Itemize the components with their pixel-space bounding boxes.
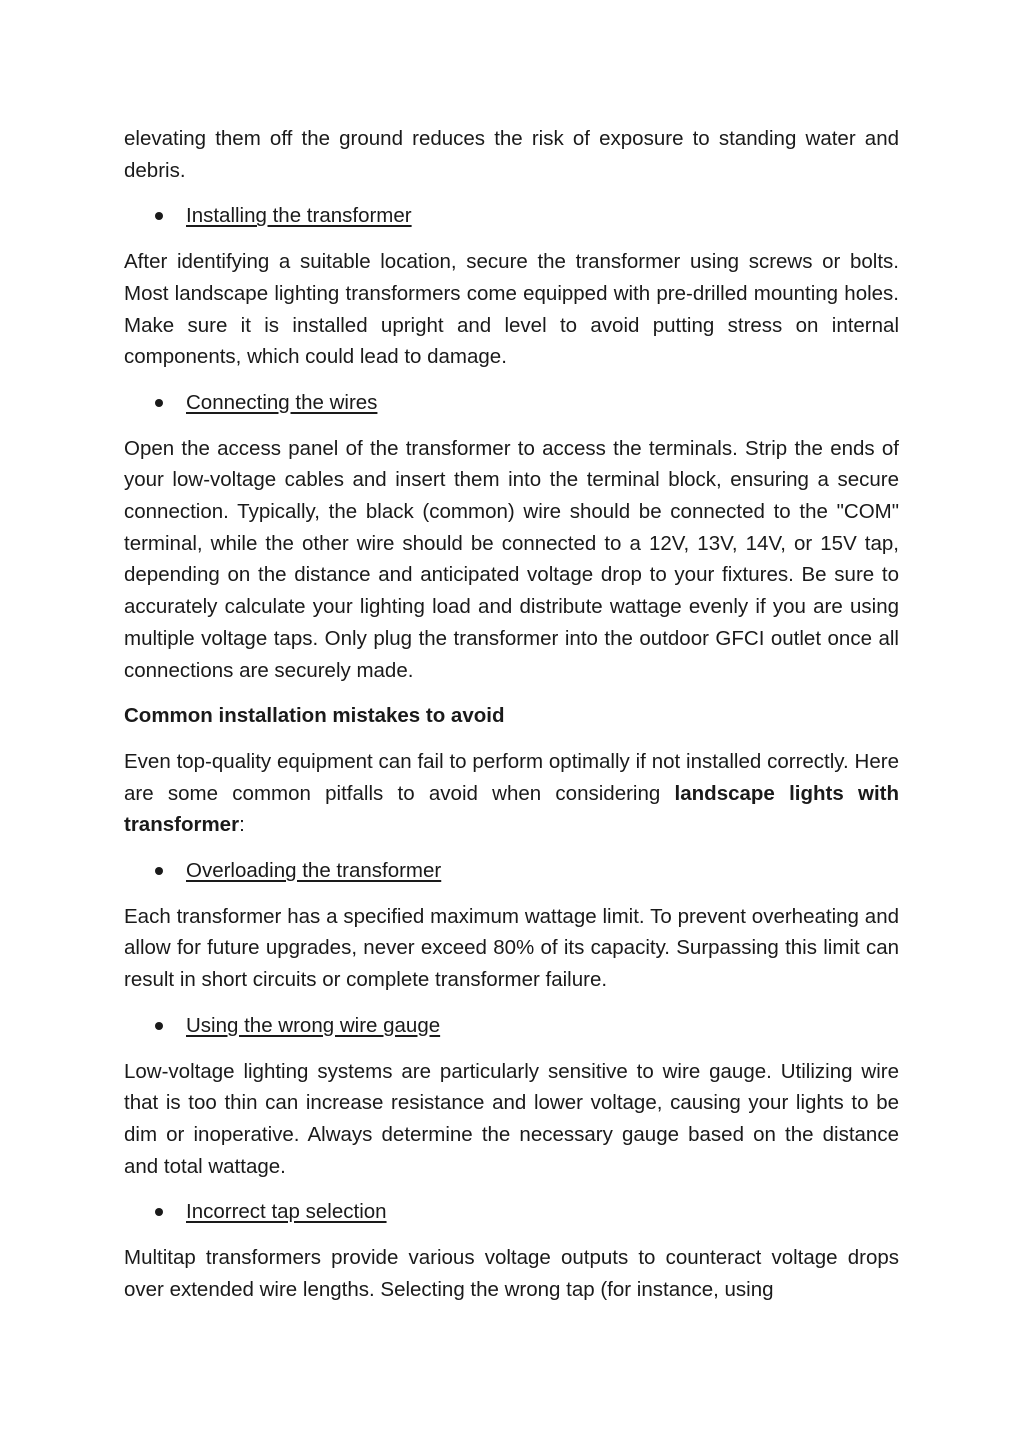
bullet-dot-icon bbox=[155, 1022, 163, 1030]
document-page bbox=[124, 123, 899, 1320]
bold-keyword: landscape lights with transformer bbox=[124, 781, 899, 837]
bullet-dot-icon bbox=[155, 212, 163, 220]
bullet-label: Overloading the transformer bbox=[186, 859, 442, 883]
bullet-label: Incorrect tap selection bbox=[186, 1200, 387, 1224]
paragraph-text: Even top-quality equipment can fail to perform optimally if not installed correctly. Here are some common pitfalls to avoid when considering bbox=[124, 749, 899, 805]
paragraph-installing: After identifying a suitable location, secure the transformer using screws or bolts. Most landscape lighting transformers come equipped with pre-drilled mounting holes. Make sure it is installed upright and level to avoid putting stress on internal components, which could lead to damage. bbox=[124, 250, 899, 369]
paragraph-connecting: Open the access panel of the transformer to access the terminals. Strip the ends of your low-voltage cables and insert them into the terminal block, ensuring a secure connection. Typically, the black (common) wire should be connected to the "COM" terminal, while the other wire should be connected to a 12V, 13V, 14V, or 15V tap, depending on the distance and anticipated voltage drop to your fixtures. Be sure to accurately calculate your lighting load and distribute wattage evenly if you are using multiple voltage taps. Only plug the transformer into the outdoor GFCI outlet once all connections are securely made. bbox=[124, 436, 899, 682]
bullet-dot-icon bbox=[155, 399, 163, 407]
paragraph-punctuation: : bbox=[239, 813, 245, 837]
bullet-label: Using the wrong wire gauge bbox=[186, 1013, 441, 1037]
bullet-wire-gauge bbox=[124, 1010, 899, 1042]
bullet-label: Installing the transformer bbox=[186, 204, 412, 228]
paragraph-mistakes-intro bbox=[124, 746, 899, 841]
section-heading: Common installation mistakes to avoid bbox=[124, 704, 505, 728]
bullet-installing-transformer bbox=[124, 200, 899, 232]
paragraph-overloading: Each transformer has a specified maximum wattage limit. To prevent overheating and allow for future upgrades, never exceed 80% of its capacity. Surpassing this limit can result in short circuits or complete transformer failure. bbox=[124, 904, 899, 992]
bullet-connecting-wires bbox=[124, 387, 899, 419]
bullet-dot-icon bbox=[155, 1208, 163, 1216]
bullet-dot-icon bbox=[155, 867, 163, 875]
bullet-label: Connecting the wires bbox=[186, 390, 378, 414]
paragraph-elevating: elevating them off the ground reduces the risk of exposure to standing water and debris. bbox=[124, 127, 899, 182]
paragraph-wire-gauge: Low-voltage lighting systems are particularly sensitive to wire gauge. Utilizing wire that is too thin can increase resistance and lower voltage, causing your lights to be dim or inoperative. Always determine the necessary gauge based on the distance and total wattage. bbox=[124, 1059, 899, 1178]
bullet-tap-selection bbox=[124, 1196, 899, 1228]
paragraph-tap-selection: Multitap transformers provide various voltage outputs to counteract voltage drops over extended wire lengths. Selecting the wrong tap (for instance, using bbox=[124, 1246, 899, 1301]
bullet-overloading bbox=[124, 855, 899, 887]
